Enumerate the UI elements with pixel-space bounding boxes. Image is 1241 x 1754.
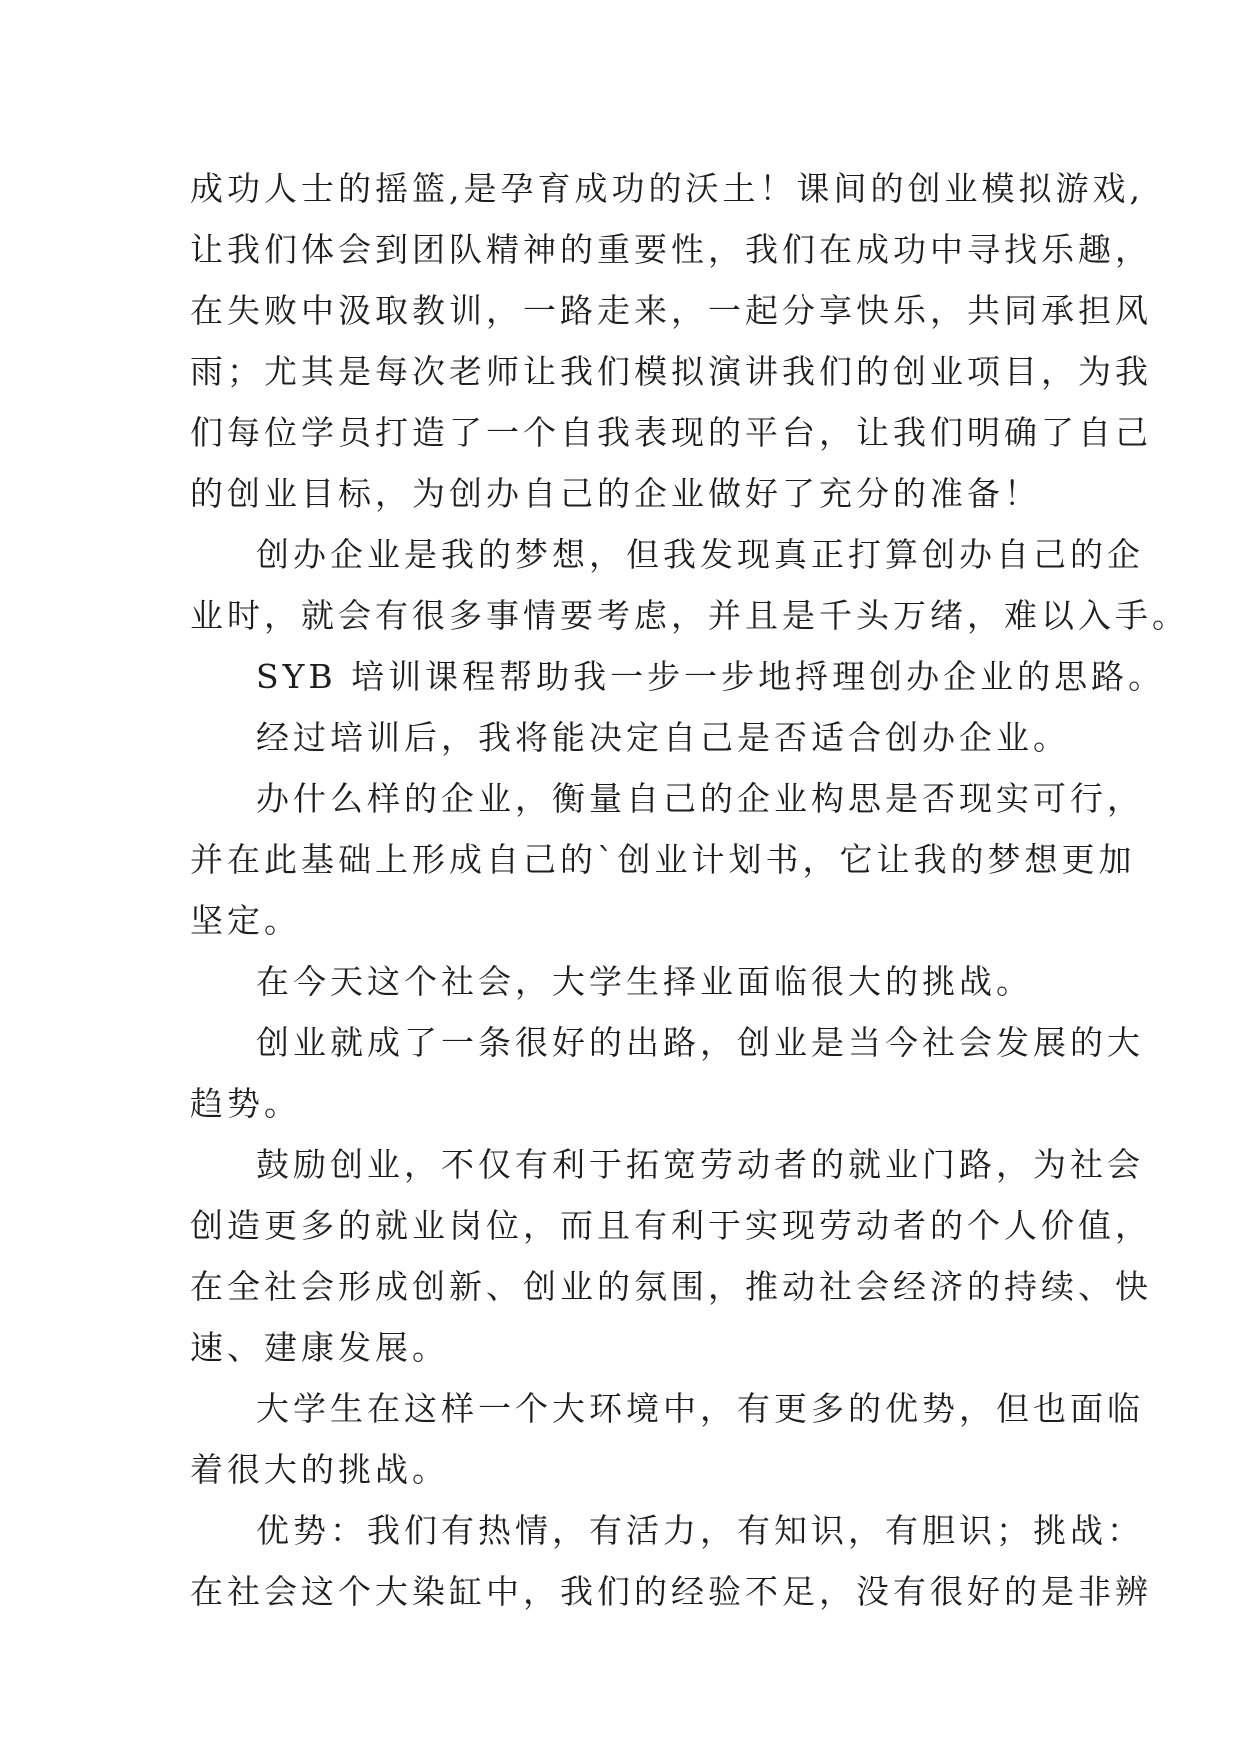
text-line: 们每位学员打造了一个自我表现的平台，让我们明确了自己: [190, 413, 1152, 452]
text-line: 鼓励创业，不仅有利于拓宽劳动者的就业门路，为社会: [256, 1145, 1144, 1184]
document-body: [190, 158, 1189, 1622]
text-line: 经过培训后，我将能决定自己是否适合创办企业。: [256, 718, 1070, 757]
text-line: 坚定。: [190, 901, 301, 940]
text-line: 创办企业是我的梦想，但我发现真正打算创办自己的企: [256, 535, 1144, 574]
text-line: 业时，就会有很多事情要考虑，并且是千头万绪，难以入手。: [190, 596, 1189, 635]
text-line: 优势：我们有热情，有活力，有知识，有胆识；挑战：: [256, 1511, 1144, 1550]
text-line: 并在此基础上形成自己的`创业计划书，它让我的梦想更加: [190, 840, 1136, 879]
text-line: 雨；尤其是每次老师让我们模拟演讲我们的创业项目，为我: [190, 352, 1152, 391]
text-line: 创造更多的就业岗位，而且有利于实现劳动者的个人价值，: [190, 1206, 1152, 1245]
text-line: 速、建康发展。: [190, 1328, 449, 1367]
text-line: 成功人士的摇篮,是孕育成功的沃土！课间的创业模拟游戏,: [190, 169, 1144, 208]
text-line: 趋势。: [190, 1084, 301, 1123]
text-line: 在失败中汲取教训，一路走来，一起分享快乐，共同承担风: [190, 291, 1152, 330]
text-line: 着很大的挑战。: [190, 1450, 449, 1489]
text-line: 让我们体会到团队精神的重要性，我们在成功中寻找乐趣，: [190, 230, 1152, 269]
text-line: 创业就成了一条很好的出路，创业是当今社会发展的大: [256, 1023, 1144, 1062]
text-line: 在全社会形成创新、创业的氛围，推动社会经济的持续、快: [190, 1267, 1152, 1306]
text-line: SYB 培训课程帮助我一步一步地捋理创办企业的思路。: [256, 657, 1166, 696]
text-line: 办什么样的企业，衡量自己的企业构思是否现实可行，: [256, 779, 1144, 818]
text-line: 在今天这个社会，大学生择业面临很大的挑战。: [256, 962, 1033, 1001]
text-line: 的创业目标，为创办自己的企业做好了充分的准备！: [190, 474, 1041, 513]
text-line: 大学生在这样一个大环境中，有更多的优势，但也面临: [256, 1389, 1144, 1428]
text-line: 在社会这个大染缸中，我们的经验不足，没有很好的是非辨: [190, 1572, 1152, 1611]
